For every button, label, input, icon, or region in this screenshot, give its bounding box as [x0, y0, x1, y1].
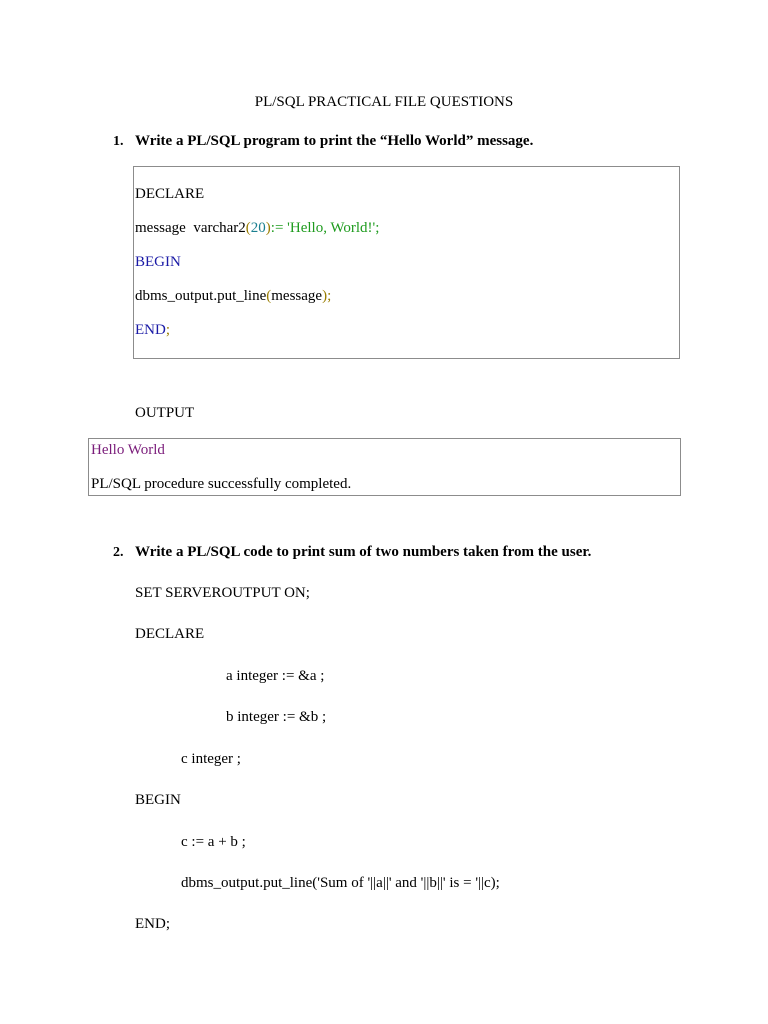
call-paren-open: ( — [266, 288, 272, 304]
output-line-completed: PL/SQL procedure successfully completed. — [91, 476, 352, 492]
call-paren-close: ) — [322, 288, 328, 304]
code-line-message — [135, 219, 379, 237]
end-keyword: END — [135, 322, 166, 338]
question-2-number: 2. — [113, 545, 124, 560]
end-semicolon: ; — [165, 322, 170, 338]
hello-string: 'Hello, World!'; — [287, 220, 380, 236]
paren-close: ) — [265, 220, 271, 236]
call-semicolon: ; — [327, 288, 332, 304]
message-declaration: message varchar2 — [135, 220, 246, 236]
output-line-hello: Hello World — [91, 442, 165, 458]
code2-line-declare: DECLARE — [135, 626, 205, 642]
size-number: 20 — [250, 220, 266, 236]
code2-line-sum: c := a + b ; — [181, 834, 246, 850]
code-line-declare — [135, 185, 204, 203]
code2-line-put-line: dbms_output.put_line('Sum of '||a||' and '||b||' is = '||c); — [181, 875, 500, 891]
code2-line-begin: BEGIN — [135, 792, 181, 808]
code-line-begin: BEGIN — [135, 254, 181, 270]
output-label: OUTPUT — [135, 405, 195, 421]
code2-line-c: c integer ; — [181, 751, 241, 767]
code2-line-end: END; — [135, 916, 170, 932]
put-line-call: dbms_output.put_line — [135, 288, 267, 304]
declare-keyword: DECLARE — [135, 186, 205, 202]
paren-open: ( — [245, 220, 251, 236]
code2-line-b: b integer := &b ; — [226, 709, 327, 725]
code-box-question-1 — [133, 166, 680, 359]
code-line-put-line — [135, 287, 331, 305]
question-1-text: Write a PL/SQL program to print the “Hello World” message. — [135, 133, 534, 149]
question-2-text: Write a PL/SQL code to print sum of two numbers taken from the user. — [135, 544, 592, 560]
code2-line-serveroutput: SET SERVEROUTPUT ON; — [135, 585, 310, 601]
page-title: PL/SQL PRACTICAL FILE QUESTIONS — [254, 94, 514, 110]
call-argument: message — [271, 288, 323, 304]
code-line-end — [135, 321, 170, 339]
assign-operator: := — [270, 220, 288, 236]
code2-line-a: a integer := &a ; — [226, 668, 325, 684]
question-1-number: 1. — [113, 134, 124, 149]
